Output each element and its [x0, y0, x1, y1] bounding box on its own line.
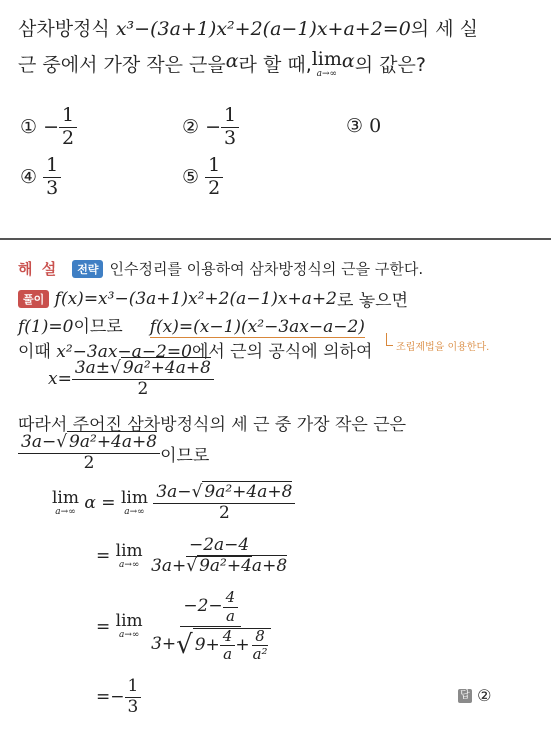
- limit-step-3-fraction: −2− $\frac{4}{a}$ 3+ √ 9+ $\frac{4}{a}$ + $\frac{8}{\text{a²}}$: [148, 590, 273, 663]
- f-definition-suffix: 로 놓으면: [336, 291, 409, 311]
- question-line-1: [18, 14, 478, 41]
- note-bracket: [386, 333, 393, 346]
- choice-3-value: 0: [369, 115, 382, 137]
- choice-5-number: ⑤: [182, 166, 200, 189]
- final-fraction: $\frac{1}{3}$: [125, 678, 142, 717]
- limit-step-1-fraction: $\frac{\text{3a−√ 9a²+4a+8}}{2}$: [153, 484, 295, 523]
- strategy-text: 인수정리를 이용하여 삼차방정식의 근을 구한다.: [109, 260, 424, 278]
- choice-4-fraction: $\frac{1}{3}$: [43, 156, 61, 199]
- solve-line-2: [18, 312, 365, 337]
- question-text-c: 근 중에서 가장 작은 근을: [18, 54, 226, 76]
- lim-subscript: a→∞: [316, 69, 338, 79]
- quadratic-suffix: 에서 근의 공식에 의하여: [191, 342, 373, 362]
- choice-1-number: ①: [20, 116, 38, 139]
- limit-step-2: = lim a→∞ $\frac{-2a-4}{\text{3a+√ 9a²+4a+8}}$: [96, 537, 290, 576]
- solve-line-1: [18, 286, 408, 311]
- choice-1-fraction: $\frac{1}{2}$: [59, 106, 77, 149]
- f-definition: f(x)=x³−(3a+1)x²+2(a−1)x+a+2: [54, 288, 337, 309]
- smallest-root-expression: [18, 434, 209, 473]
- alpha-symbol-2: α: [341, 50, 355, 72]
- question-line-2: [18, 50, 426, 79]
- limit-expression: [312, 50, 342, 79]
- choice-3-number: ③: [346, 115, 364, 137]
- choice-1[interactable]: [20, 106, 77, 149]
- f1-suffix: 이므로: [73, 317, 123, 337]
- quadratic-equation: x²−3ax−a−2=0: [56, 342, 192, 362]
- factored-form: f(x)=(x−1)(x²−3ax−a−2): [149, 317, 365, 337]
- section-divider: [0, 238, 551, 240]
- solution-title: 해 설: [18, 260, 59, 278]
- limit-step-3: = lim a→∞ −2− $\frac{4}{a}$ 3+ √ 9+ $\frac{4}{a}$ + $\frac{8}{\text{a²}}$: [96, 590, 274, 663]
- choice-2[interactable]: [182, 106, 239, 149]
- question-text-b: 의 세 실: [410, 18, 478, 40]
- strategy-tag: 전략: [72, 260, 103, 278]
- limit-step-1: lim a→∞ α = lim a→∞ $\frac{\text{3a−√ 9a²+4a+8}}{2}$: [52, 484, 295, 523]
- choice-5-fraction: $\frac{1}{2}$: [205, 156, 223, 199]
- answer-value: ②: [477, 686, 492, 705]
- cubic-equation: x³−(3a+1)x²+2(a−1)x+a+2=0: [115, 18, 411, 40]
- solve-tag: 풀이: [18, 290, 49, 308]
- solution-header: [18, 258, 423, 279]
- question-text-a: 삼차방정식: [18, 18, 116, 40]
- choice-4-number: ④: [20, 166, 38, 189]
- question-text-d: 라 할 때,: [238, 54, 312, 76]
- limit-step-2-fraction: $\frac{-2a-4}{\text{3a+√ 9a²+4a+8}}$: [151, 535, 288, 576]
- alpha-symbol: α: [225, 50, 239, 72]
- choice-2-number: ②: [182, 116, 200, 139]
- question-text-e: 의 값은?: [354, 54, 426, 76]
- root-formula: [48, 360, 214, 399]
- choice-2-sign: −: [205, 116, 222, 139]
- smallest-root-text: 따라서 주어진 삼차방정식의 세 근 중 가장 작은 근은: [18, 415, 407, 435]
- answer-badge: 답: [458, 689, 472, 703]
- lim-word: lim: [311, 48, 342, 70]
- smallest-root-fraction: $\frac{\text{3a−√ 9a²+4a+8}}{2}$: [18, 434, 160, 473]
- smallest-root-suffix: 이므로: [160, 445, 210, 466]
- choice-5[interactable]: [182, 156, 223, 199]
- choice-3[interactable]: [346, 115, 381, 137]
- then-text: 이때: [18, 342, 57, 362]
- synthetic-division-note: 조립제법을 이용한다.: [396, 342, 490, 353]
- answer-marker: [458, 686, 491, 705]
- x-equals: x=: [48, 369, 72, 390]
- choice-4[interactable]: [20, 156, 61, 199]
- final-result: =− $\frac{1}{3}$: [96, 678, 141, 717]
- f1-equation: f(1)=0: [18, 317, 74, 337]
- choice-1-sign: −: [43, 116, 60, 139]
- root-formula-fraction: $\frac{\text{3a±√ 9a²+4a+8}}{2}$: [72, 360, 214, 399]
- choice-2-fraction: $\frac{1}{3}$: [221, 106, 239, 149]
